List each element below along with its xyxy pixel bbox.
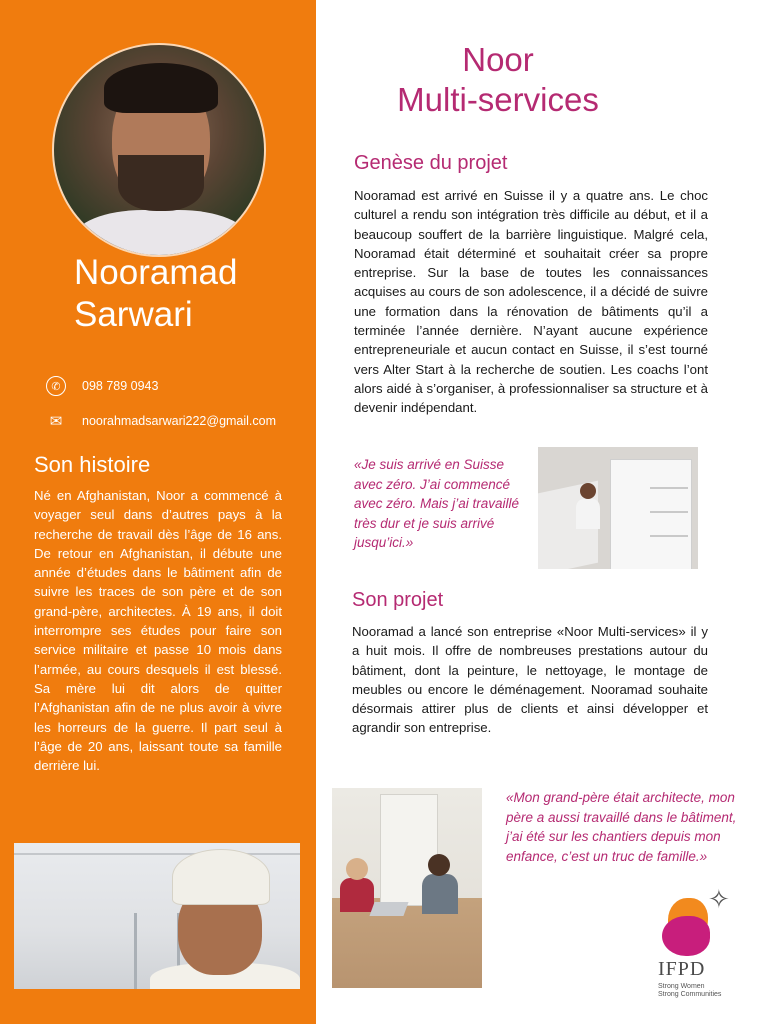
profile-first-name: Nooramad (74, 253, 238, 292)
photo-man-cap (172, 849, 270, 905)
portrait-photo (52, 43, 266, 257)
page-title (330, 40, 666, 120)
logo-tagline-line-2: Strong Communities (658, 991, 722, 998)
photo-office-meeting (332, 788, 482, 988)
ifpd-logo (656, 884, 746, 1004)
logo-brand: IFPD (658, 958, 706, 980)
phone-number: 098 789 0943 (82, 379, 159, 393)
logo-tagline-line-1: Strong Women (658, 983, 705, 990)
logo-magenta-shape (662, 916, 710, 956)
projet-text: Nooramad a lancé son entreprise «Noor Multi-services» il y a huit mois. Il offre de nombreuses prestations autour du bâtiment, dont la peinture, le nettoyage, le montage de meubles ou encore le déménagement. Nooramad souhaite désormais attirer plus de clients et ainsi développer et agrandir son entreprise. (352, 624, 708, 736)
photo-laptop (369, 902, 408, 916)
portrait-shirt (74, 210, 248, 257)
genese-text: Nooramad est arrivé en Suisse il y a quatre ans. Le choc culturel a rendu son intégration très difficile au début, et il a beaucoup souffert de la barrière linguistique. Malgré cela, Nooramad était déterminé et souhaitait créer sa propre entreprise. Sur la base de toutes les connaissances acquises au cours de son adolescence, il a décidé de suivre une formation dans la rénovation de bâtiments qu’il a terminée l’année dernière. N’ayant aucune expérience entrepreneuriale et aucun contact en Suisse, il s’est tourné vers Alter Start à la recherche de soutien. Les coachs l’ont alors aidé à s’organiser, à professionnaliser sa structure et à devenir indépendant. (354, 188, 708, 416)
contact-phone (46, 376, 158, 396)
photo-worker-head (580, 483, 596, 499)
portrait-beard (118, 155, 204, 211)
photo-shelf (650, 487, 688, 489)
phone-icon: ✆ (46, 376, 66, 396)
photo-coach-head (346, 858, 368, 880)
quote-1: «Je suis arrivé en Suisse avec zéro. J’ai commencé avec zéro. Mais j’ai travaillé très dur et je suis arrivé jusqu’ici.» (354, 457, 520, 550)
sidebar-text: Né en Afghanistan, Noor a commencé à voyager seul dans d’autres pays à la recherche de travail dès l’âge de 16 ans. De retour en Afghanistan, il débute une année d’études dans le bâtiment afin de suivre les traces de son père et de son grand-père, architectes. À 19 ans, il doit interrompre ses études pour faire son service militaire et passe 10 mois dans l’armée, au cours desquels il est blessé. Sa mère lui dit alors de quitter l’Afghanistan afin de ne plus avoir à vivre les horreurs de la guerre. Il part seul à l’âge de 20 ans, laissant toute sa famille derrière lui. (34, 488, 282, 774)
logo-tagline (658, 983, 738, 999)
projet-heading: Son projet (352, 589, 444, 611)
photo-furniture-assembly (538, 447, 698, 569)
email-address: noorahmadsarwari222@gmail.com (82, 414, 277, 428)
photo-man-in-cap (14, 843, 300, 989)
profile-name (74, 252, 237, 336)
title-line-1: Noor (462, 41, 534, 78)
profile-last-name: Sarwari (74, 295, 193, 334)
portrait-hair (104, 63, 218, 113)
photo-wardrobe (610, 459, 692, 569)
title-line-2: Multi-services (397, 81, 599, 118)
contact-email (46, 411, 276, 431)
quote-2: «Mon grand-père était architecte, mon père a aussi travaillé dans le bâtiment, j’ai été sur les chantiers depuis mon enfance, c’est un truc de famille.» (506, 790, 737, 864)
photo-shelf (650, 535, 688, 537)
photo-wall-line (14, 853, 300, 855)
photo-entrepreneur-body (422, 874, 458, 914)
photo-shelf (650, 511, 688, 513)
photo-worker-body (576, 499, 600, 529)
envelope-icon: ✉ (49, 413, 63, 430)
photo-coach-body (340, 878, 374, 912)
logo-figure-icon: ✧ (708, 884, 730, 914)
sidebar-panel (0, 0, 316, 1024)
genese-heading: Genèse du projet (354, 152, 508, 174)
photo-entrepreneur-head (428, 854, 450, 876)
sidebar-heading: Son histoire (34, 452, 151, 477)
